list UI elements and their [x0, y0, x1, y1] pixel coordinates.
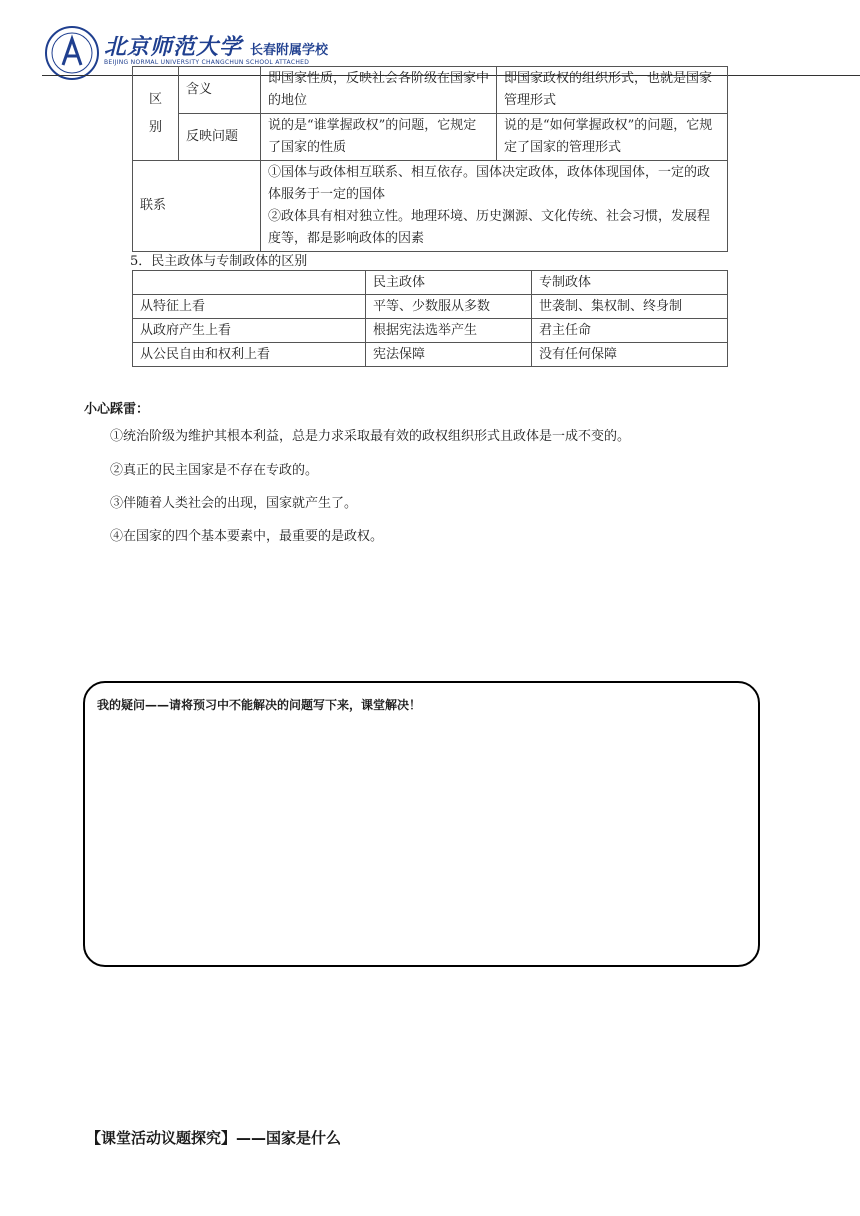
table-row [133, 343, 728, 367]
caution-item: ③伴随着人类社会的出现，国家就产生了。 [110, 496, 358, 511]
relation-cell [261, 161, 728, 252]
table-cell: 说的是“如何掌握政权”的问题，它规定了国家的管理形式 [497, 114, 728, 161]
table-row [133, 295, 728, 319]
table-cell: 说的是“谁掌握政权”的问题，它规定了国家的性质 [261, 114, 497, 161]
table-cell: 根据宪法选举产生 [366, 319, 532, 343]
table-row [133, 114, 728, 161]
table-cell: 君主任命 [532, 319, 728, 343]
table-cell: 即国家性质，反映社会各阶级在国家中的地位 [261, 67, 497, 114]
caution-title: 小心踩雷： [84, 402, 150, 417]
row-label-cell: 含义 [179, 67, 261, 114]
school-seal-logo [44, 25, 100, 81]
section-title: 5．民主政体与专制政体的区别 [130, 254, 308, 269]
table-cell: 没有任何保障 [532, 343, 728, 367]
activity-title: 【课堂活动议题探究】——国家是什么 [86, 1129, 342, 1147]
table-cell: 宪法保障 [366, 343, 532, 367]
school-english-name: BEIJING NORMAL UNIVERSITY CHANGCHUN SCHOOL ATTACHED [104, 59, 310, 66]
row-label-cell: 联系 [133, 161, 261, 252]
guoti-zhengti-table [132, 66, 728, 252]
table-cell: 即国家政权的组织形式，也就是国家管理形式 [497, 67, 728, 114]
table-cell: 从公民自由和权利上看 [133, 343, 366, 367]
table-header-row [133, 271, 728, 295]
school-name: 北京师范大学 长春附属学校 [104, 34, 329, 60]
table-header [133, 271, 366, 295]
table-header: 专制政体 [532, 271, 728, 295]
relation-line: ②政体具有相对独立性。地理环境、历史渊源、文化传统、社会习惯，发展程度等，都是影响政体的因素 [268, 209, 711, 246]
table-cell: 从特征上看 [133, 295, 366, 319]
group-label-cell: 区别 [133, 67, 179, 161]
table-row [133, 67, 728, 114]
table-row [133, 319, 728, 343]
table-row [133, 161, 728, 252]
table-header: 民主政体 [366, 271, 532, 295]
caution-item: ①统治阶级为维护其根本利益，总是力求采取最有效的政权组织形式且政体是一成不变的。 [110, 429, 631, 444]
question-box[interactable] [83, 681, 760, 967]
row-label-cell: 反映问题 [179, 114, 261, 161]
table-cell: 世袭制、集权制、终身制 [532, 295, 728, 319]
democracy-autocracy-table [132, 270, 728, 367]
relation-line: ①国体与政体相互联系、相互依存。国体决定政体，政体体现国体，一定的政体服务于一定的国体 [268, 165, 711, 202]
question-box-title: 我的疑问——请将预习中不能解决的问题写下来，课堂解决！ [97, 698, 422, 712]
table-cell: 从政府产生上看 [133, 319, 366, 343]
table-cell: 平等、少数服从多数 [366, 295, 532, 319]
caution-item: ④在国家的四个基本要素中，最重要的是政权。 [110, 529, 384, 544]
caution-item: ②真正的民主国家是不存在专政的。 [110, 463, 319, 478]
